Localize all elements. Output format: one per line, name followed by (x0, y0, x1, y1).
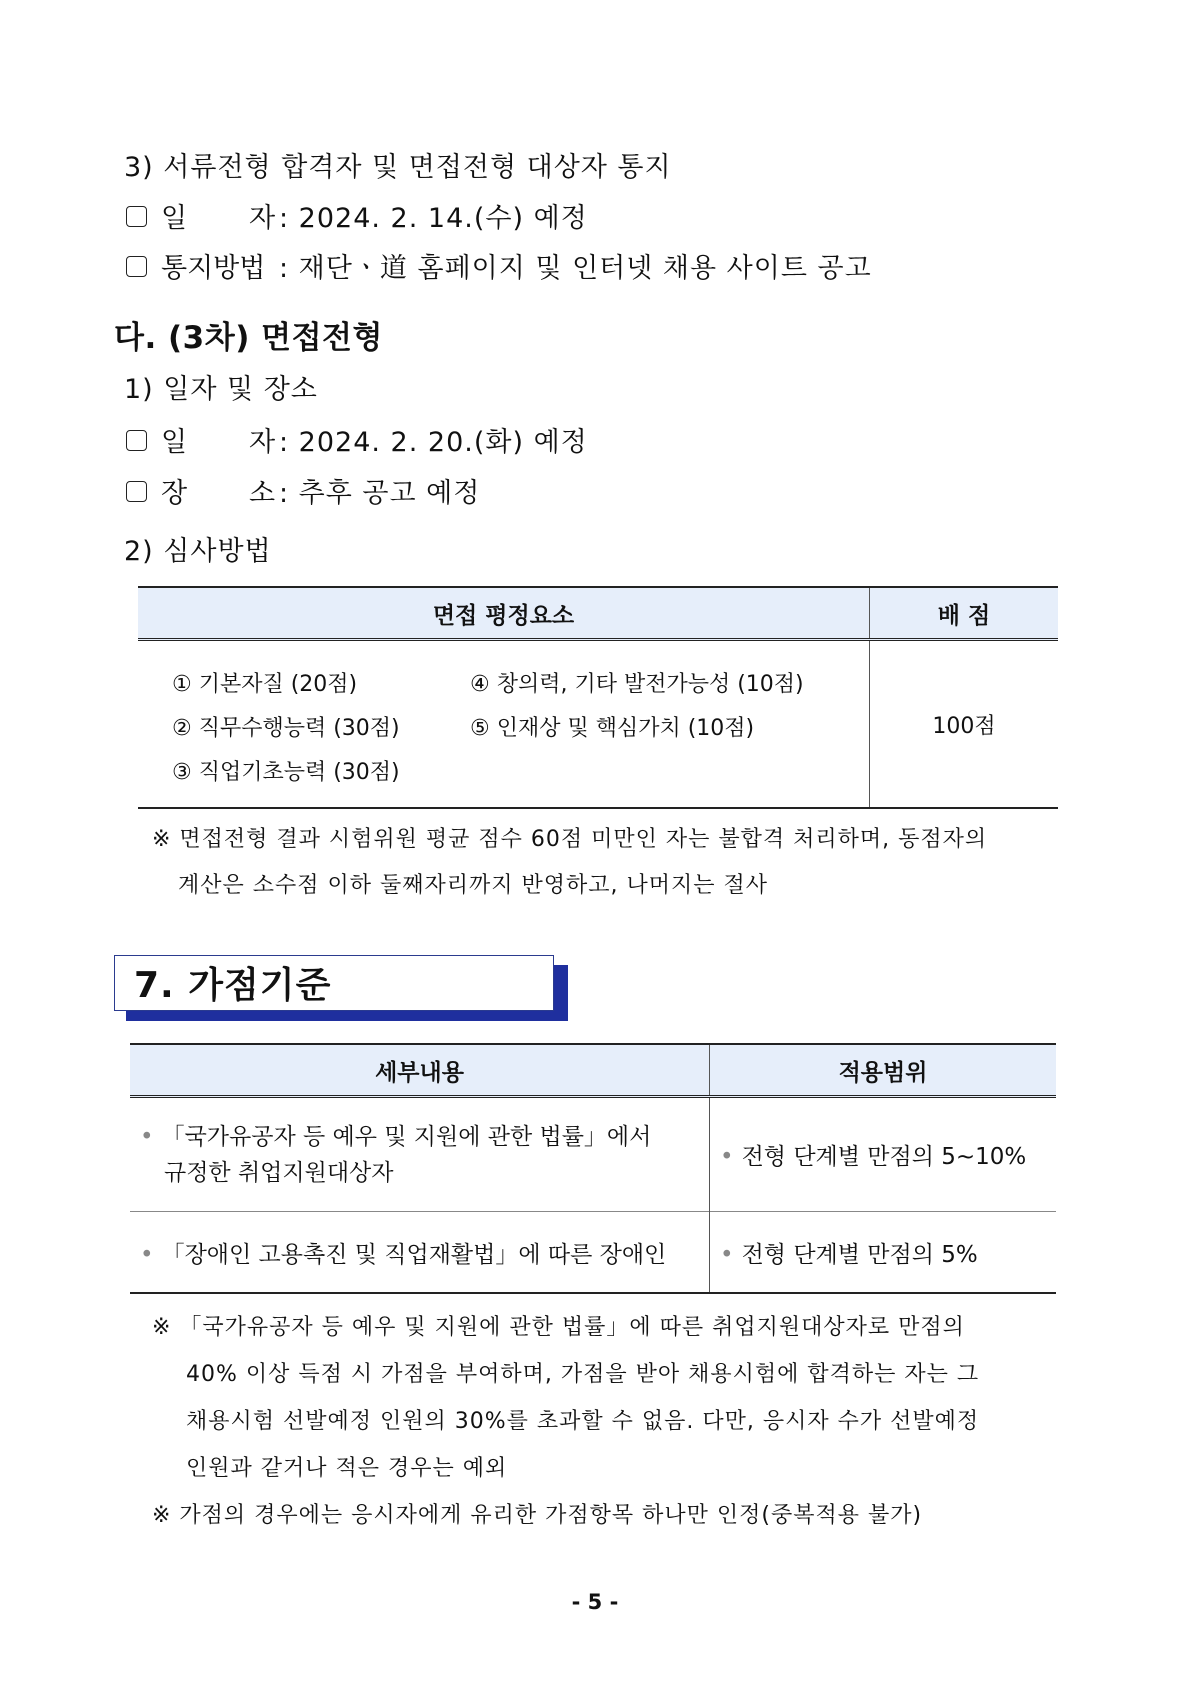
method-label: 통지방법 (161, 253, 266, 284)
bonus-table (130, 1043, 1056, 1294)
bullet-icon: • (720, 1144, 734, 1170)
interview-date-line: 일 자 : 2024. 2. 20.(화) 예정 (126, 420, 588, 459)
criterion-5: ⑤ 인재상 및 핵심가치 (10점) (470, 716, 755, 741)
checkbox-icon (126, 256, 147, 277)
interview-header-score: 배 점 (870, 587, 1059, 640)
notice-method-line (126, 246, 872, 285)
page-number: - 5 - (571, 1590, 619, 1614)
checkbox-icon (126, 430, 147, 451)
bonus-detail-1b: 규정한 취업지원대상자 (164, 1159, 394, 1186)
notice-date-value: : 2024. 2. 14.(수) 예정 (279, 203, 588, 234)
interview-note-line2: 계산은 소수점 이하 둘째자리까지 반영하고, 나머지는 절사 (178, 873, 769, 898)
bonus-note1-line2: 40% 이상 득점 시 가점을 부여하며, 가점을 받아 채용시험에 합격하는 자는 그 (186, 1362, 980, 1387)
bonus-note1-line1: ※ 「국가유공자 등 예우 및 지원에 관한 법률」에 따른 취업지원대상자로 만점의 (152, 1315, 965, 1340)
section-7-title: 7. 가점기준 (134, 965, 332, 1006)
interview-table (138, 586, 1058, 809)
interview-place-value: : 추후 공고 예정 (279, 478, 481, 509)
criterion-2: ② 직무수행능력 (30점) (172, 716, 400, 741)
interview-title: 다. (3차) 면접전형 (114, 320, 383, 356)
interview-sub1: 1) 일자 및 장소 (124, 374, 318, 405)
checkbox-icon (126, 481, 147, 502)
bonus-note1-line4: 인원과 같거나 적은 경우는 예외 (186, 1456, 508, 1481)
bonus-header-scope: 적용범위 (710, 1044, 1057, 1097)
checkbox-icon (126, 206, 147, 227)
date-label: 일 자 (161, 203, 276, 234)
criterion-1: ① 기본자질 (20점) (172, 672, 358, 697)
notice-date-line (126, 196, 588, 235)
interview-header-element: 면접 평정요소 (138, 587, 870, 640)
bullet-icon: • (720, 1241, 734, 1268)
bonus-note1-line3: 채용시험 선발예정 인원의 30%를 초과할 수 없음. 다만, 응시자 수가 선발예정 (186, 1409, 980, 1434)
bullet-icon: • (140, 1123, 154, 1150)
bonus-header-detail: 세부내용 (130, 1044, 710, 1097)
interview-place-line: 장 소 : 추후 공고 예정 (126, 471, 480, 510)
bonus-scope-1: 전형 단계별 만점의 5~10% (741, 1144, 1027, 1170)
criterion-3: ③ 직업기초능력 (30점) (172, 760, 400, 785)
interview-note-line1: ※ 면접전형 결과 시험위원 평균 점수 60점 미만인 자는 불합격 처리하며, 동점자의 (152, 827, 988, 852)
bonus-note2: ※ 가점의 경우에는 응시자에게 유리한 가점항목 하나만 인정(중복적용 불가) (152, 1503, 923, 1528)
interview-sub2: 2) 심사방법 (124, 536, 272, 567)
table-row (130, 1212, 1056, 1294)
notice-method-value: : 재단ㆍ道 홈페이지 및 인터넷 채용 사이트 공고 (279, 253, 872, 284)
bonus-detail-1a: 「국가유공자 등 예우 및 지원에 관한 법률」에서 (161, 1123, 652, 1150)
bullet-icon: • (140, 1241, 154, 1268)
bonus-scope-2: 전형 단계별 만점의 5% (741, 1241, 978, 1268)
notice-heading: 3) 서류전형 합격자 및 면접전형 대상자 통지 (124, 152, 672, 183)
table-row (130, 1097, 1056, 1212)
interview-score: 100점 (932, 713, 996, 739)
interview-date-value: : 2024. 2. 20.(화) 예정 (279, 427, 588, 458)
bonus-detail-2: 「장애인 고용촉진 및 직업재활법」에 따른 장애인 (161, 1241, 667, 1268)
criterion-4: ④ 창의력, 기타 발전가능성 (10점) (470, 672, 804, 697)
